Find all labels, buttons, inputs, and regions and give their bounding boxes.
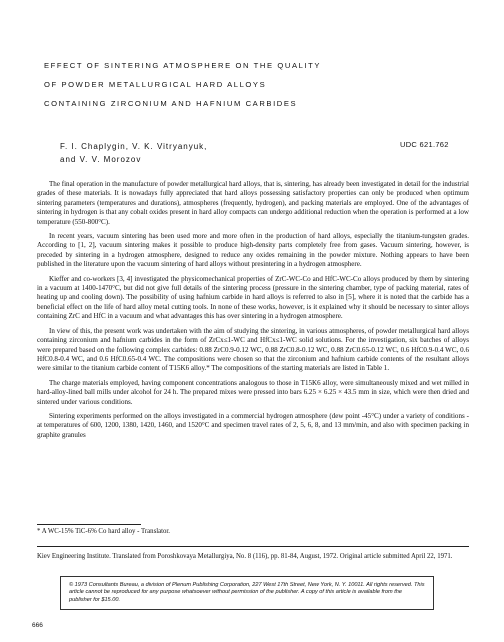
affiliation-divider: [37, 546, 469, 547]
footnote-text: * A WC-15% TiC-6% Co hard alloy - Translator.: [37, 528, 170, 535]
title-line-1: EFFECT OF SINTERING ATMOSPHERE ON THE QUALITY: [44, 61, 322, 70]
affiliation-block: [37, 546, 469, 561]
body-paragraph: Kieffer and co-workers [3, 4] investigated the physicomechanical properties of ZrC-WC-Co and HfC-WC-Co alloys produced by them by sintering in a vacuum at 1400-1470°C, but did not give full details of the sintering process (pressure in the sintering chamber, type of packing material, rates of heating up and cooling down). The possibility of using hafnium carbide in hard alloys is referred to also in [5], where it is noted that the carbide has a beneficial effect on the life of hard alloy metal cutting tools. In none of these works, however, is it explained why it should be necessary to sinter alloys containing ZrC and HfC in a vacuum and what advantages this has over sintering in a hydrogen atmosphere.: [37, 274, 469, 321]
article-body: [37, 180, 469, 445]
author-list: [60, 140, 207, 166]
affiliation-text: Kiev Engineering Institute. Translated from Poroshkovaya Metallurgiya, No. 8 (116), pp. 81-84, August, 1972. Original article submitted April 22, 1971.: [37, 553, 453, 560]
body-paragraph: The final operation in the manufacture of powder metallurgical hard alloys, that is, sintering, has already been investigated in detail for the industrial grades of these materials. It is nowadays fully appreciated that hard alloys possessing satisfactory properties can only be produced when optimum sintering parameters (temperatures and durations), atmospheres (frequently, hydrogen), and packing materials are employed. One of the advantages of sintering in hydrogen is that any cobalt oxides present in hard alloy compacts can undergo additional reduction when the operation is performed at a low temperature (550-800°C).: [37, 180, 469, 226]
body-paragraph: The charge materials employed, having component concentrations analogous to those in T15K6 alloy, were simultaneously mixed and wet milled in hard-alloy-lined ball mills under alcohol for 24 h. The prepared mixes were pressed into bars 6.25 × 6.25 × 43.5 mm in size, which were then dried and sintered under various conditions.: [37, 378, 469, 406]
title-line-3: CONTAINING ZIRCONIUM AND HAFNIUM CARBIDES: [44, 99, 298, 108]
body-paragraph: In view of this, the present work was undertaken with the aim of studying the sintering, in various atmospheres, of powder metallurgical hard alloys containing zirconium and hafnium carbides in the form of ZrCx≤1-WC and HfCx≤1-WC solid solutions. For the investigation, six batches of alloys were prepared based on the following complex carbides: 0.88 ZrC0.9-0.12 WC, 0.88 ZrC0.8-0.12 WC, 0.88 ZrC0.65-0.12 WC, 0.6 HfC0.9-0.4 WC, 0.6 HfC0.8-0.4 WC, and 0.6 HfC0.65-0.4 WC. The compositions were chosen so that the zirconium and hafnium carbide contents of the resultant alloys were similar to the titanium carbide content of T15K6 alloy.* The compositions of the starting materials are listed in Table 1.: [37, 326, 469, 373]
authors-line-2: and V. V. Morozov: [60, 155, 142, 164]
copyright-box: © 1973 Consultants Bureau, a division of Plenum Publishing Corporation, 227 West 17th Street, New York, N. Y. 10011. All rights reserved. This article cannot be reproduced for any purpose whatsoever without permission of the publisher. A copy of this article is available from the publisher for $15.00.: [60, 576, 434, 610]
page-number: 666: [32, 622, 43, 629]
body-paragraph: Sintering experiments performed on the alloys investigated in a commercial hydrogen atmosphere (dew point -45°C) under a variety of conditions - at temperatures of 600, 1200, 1380, 1420, 1460, and 1520°C and specimen travel rates of 2, 5, 6, 8, and 13 mm/min, and also with specimen packing in graphite granules: [37, 411, 469, 439]
article-title: [44, 56, 464, 113]
title-line-2: OF POWDER METALLURGICAL HARD ALLOYS: [44, 80, 267, 89]
authors-line-1: F. I. Chaplygin, V. K. Vitryanyuk,: [60, 142, 208, 151]
translator-footnote: [37, 524, 469, 535]
footnote-divider: [37, 524, 141, 525]
udc-code: UDC 621.762: [400, 140, 449, 149]
body-paragraph: In recent years, vacuum sintering has been used more and more often in the production of hard alloys, especially the titanium-tungsten grades. According to [1, 2], vacuum sintering makes it possible to produce high-density parts completely free from gases. Vacuum sintering, however, is preceded by sintering in a hydrogen atmosphere, designed to reduce any oxides remaining in the powder mixture. Nothing appears to have been published in the literature upon the vacuum sintering of hard alloys without presintering in a hydrogen atmosphere.: [37, 232, 469, 269]
